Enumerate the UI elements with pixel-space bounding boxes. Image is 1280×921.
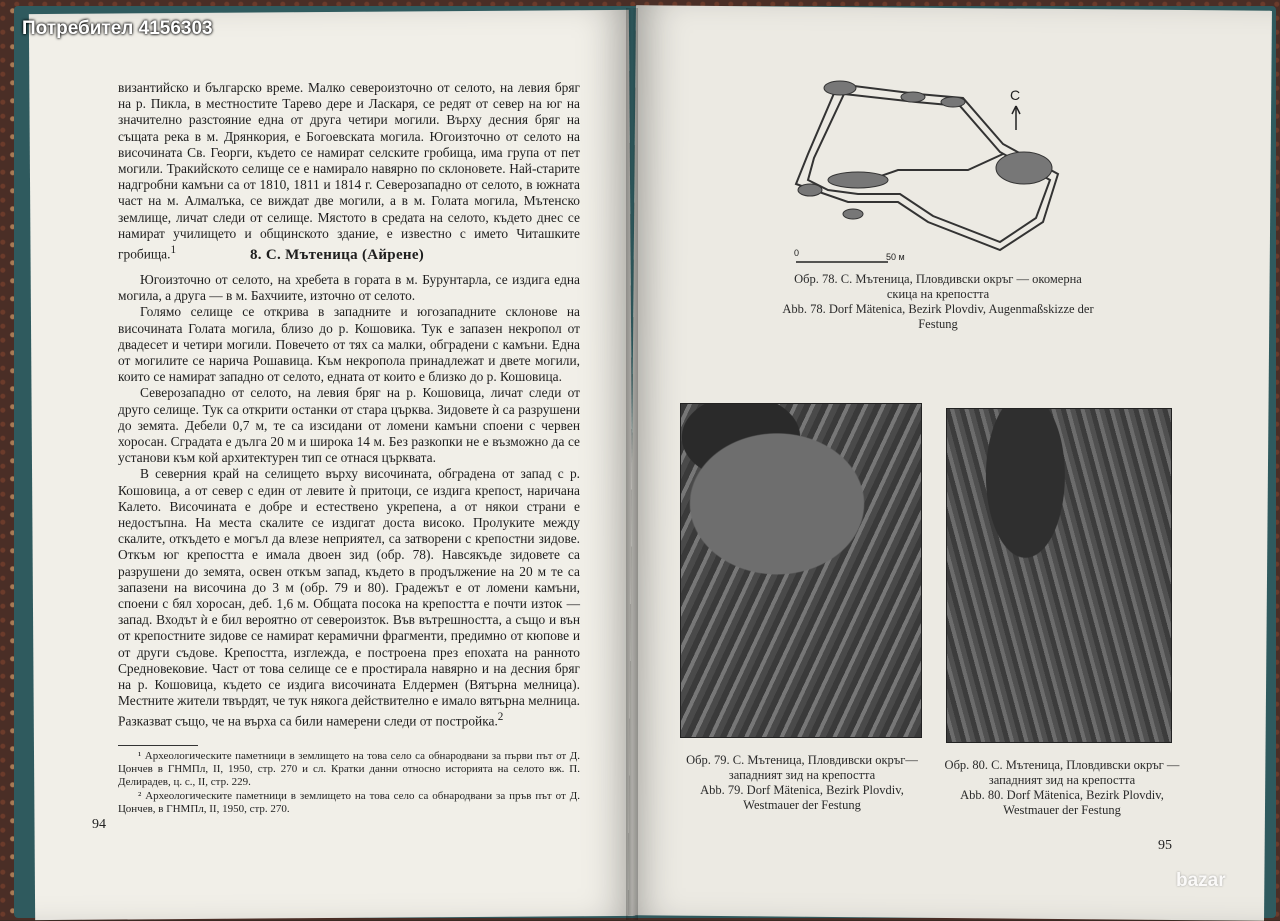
figure-78-caption <box>778 272 1098 332</box>
footnote-1: ¹ Археологическите паметници в землището на това село са обнародвани за първи път от Д. Цончев в ГНМПл, II, 1950, стр. 270 и сл. Кратки данни относно историята на селото вж. П. Делирадев, ц. с., II, стр. 229. <box>118 750 580 789</box>
footnote-ref-2: 2 <box>497 711 504 724</box>
page-number-left: 94 <box>92 817 106 832</box>
figure-80-caption-de: Abb. 80. Dorf Mätenica, Bezirk Plovdiv, Westmauer der Festung <box>960 788 1164 817</box>
paragraph-4: В северния край на селището върху височината, обградена от запад с р. Кошовица, а от север с един от левите ѝ притоци, се издига крепост, наричана Калето. Височината е добре и естествено укрепена, а от някои страни е недостъпна. На места скалите се издигат доста високо. Пролуките между скалите, откъдето е могъл да влезе неприятел, са затворени с крепостни зидове. Откъм юг крепостта е имала двоен зид (обр. 78). Навсякъде зидовете са разрушени до земята, освен откъм запад, където в продължение на 20 м те са запазени на височина до 3 м (обр. 79 и 80). Градежът е от ломени камъни, споени с бял хоросан, деб. 1,6 м. Общата посока на крепостта е почти изток — запад. Входът ѝ е бил вероятно от североизток. Във вътрешността, а също и вън от крепостните зидове се намират керамични фрагменти, предимно от кюпове и от други съдове. Крепостта, изглежда, е построена през епохата на ранното Средновековие. Част от това селище се е простирала навярно и на десния бряг на р. Кошовица, където се издига височината Елдермен (Вятърна мелница). Местните жители твърдят, че тук някога действително е имало вятърна мелница. Разказват също, че на върха са били намерени следи от постройка. <box>118 466 581 729</box>
paragraph-top: византийско и българско време. Малко североизточно от селото, на левия бряг на р. Пикла, в местностите Тарево дере и Ласкаря, се редят от север на юг на значително разстояние една от друга четири могили. Върху десния бряг на същата река в м. Дрянкория, е Богоевската могила. Югоизточно от селото на височината Св. Георги, където се намират селските гробища, има група от пет могили. Тракийското селище се е намирало навярно по склоновете. Най-старите надгробни камъни са от 1810, 1811 и 1814 г. Северозападно от селото, в южната част на м. Алмалъка, се виждат две могили, а в м. Голата могила, Мътенско землище, личат следи от селище. Мястото в средата на селото, където днес се намират училището и общинското здание, е известно с името Читашките гробища. <box>118 80 580 262</box>
figure-78-caption-de: Abb. 78. Dorf Mätenica, Bezirk Plovdiv, Augenmaßskizze der Festung <box>782 302 1094 331</box>
figure-80-caption <box>944 758 1180 818</box>
figure-78-caption-bg: Обр. 78. С. Мътеница, Пловдивски окръг — окомерна скица на крепостта <box>794 272 1082 301</box>
rock-mark <box>996 152 1052 184</box>
scale-end: 50 м <box>886 252 905 262</box>
figure-79-photo <box>680 403 922 738</box>
site-logo: bazar <box>1176 870 1226 891</box>
figure-80-caption-bg: Обр. 80. С. Мътеница, Пловдивски окръг — западният зид на крепостта <box>944 758 1180 787</box>
rock-mark <box>843 209 863 219</box>
section-heading: 8. С. Мътеница (Айрене) <box>250 247 425 263</box>
footnote-2: ² Археологическите паметници в землището на това село са обнародвани за пръв път от Д. Цончев, в ГНМПл, II, 1950, стр. 270. <box>118 789 580 815</box>
paragraph-1: Югоизточно от селото, на хребета в гората в м. Бурунтарла, се издига една могила, а друга — в м. Бахчиите, източно от селото. <box>118 272 580 304</box>
left-text-top <box>118 80 580 263</box>
north-label: С <box>1010 87 1021 103</box>
page-number-right: 95 <box>1158 838 1172 853</box>
scale-start: 0 <box>794 248 800 258</box>
footnotes <box>118 750 580 816</box>
figure-80-photo <box>946 408 1172 743</box>
book-gutter <box>626 8 638 920</box>
rock-mark <box>824 81 856 95</box>
rock-mark <box>901 92 925 102</box>
footnote-ref-1: 1 <box>170 244 177 257</box>
figure-79-caption-de: Abb. 79. Dorf Mätenica, Bezirk Plovdiv, Westmauer der Festung <box>700 783 904 812</box>
fortress-plan-sketch <box>788 72 1088 272</box>
figure-79-caption-bg: Обр. 79. С. Мътеница, Пловдивски окръг— западният зид на крепостта <box>686 753 918 782</box>
footnote-rule <box>118 745 198 746</box>
paragraph-2: Голямо селище се открива в западните и югозападните склонове на височината Голата могила, близо до р. Кошовика. Тук е запазен некропол от двадесет и четири могили. Повечето от тях са малки, обградени с камъни. Една от могилите се нарича Рошавица. Към некропола принадлежат и двете могили, които се намират западно от селото, едната от които е близко до р. Кошовица. <box>118 304 580 385</box>
rock-mark <box>798 184 822 196</box>
user-watermark: Потребител 4156303 <box>22 18 213 39</box>
rock-mark <box>941 97 965 107</box>
paragraph-3: Северозападно от селото, на левия бряг на р. Кошовица, личат следи от друго селище. Тук са открити останки от стара църква. Зидовете ѝ са разрушени до земята. Дебели 0,7 м, те са изсидани от ломени камъни споени с червен хоросан. Сградата е дълга 20 м и широка 14 м. Без разкопки не е възможно да се установи към кой архитектурен тип се отнася църквата. <box>118 385 580 466</box>
figure-79-caption <box>678 753 926 813</box>
rock-mark <box>828 172 888 188</box>
left-text-body <box>118 272 580 730</box>
